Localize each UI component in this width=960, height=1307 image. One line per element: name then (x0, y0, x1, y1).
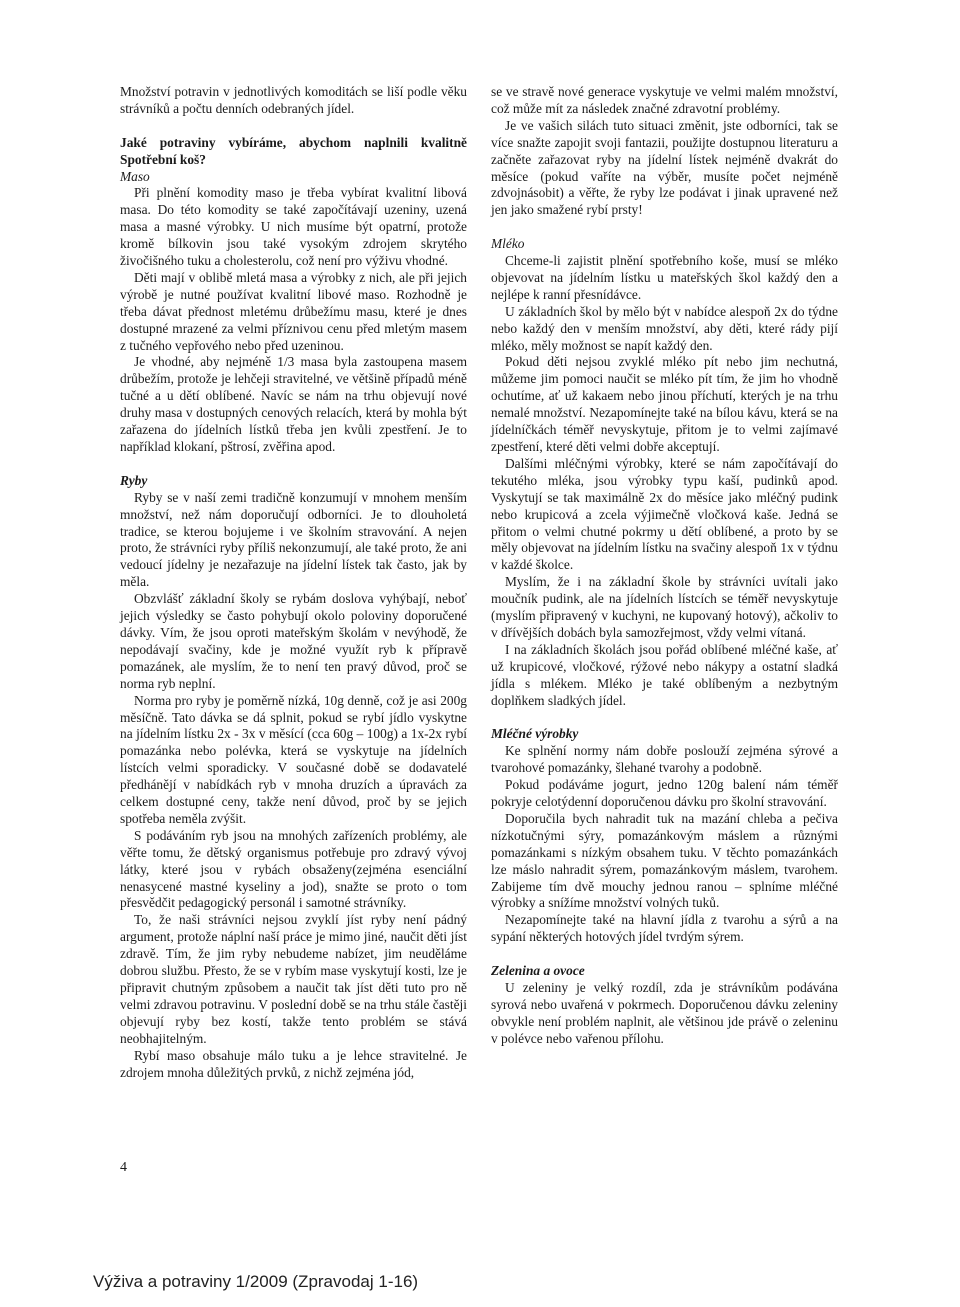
paragraph: Pokud podáváme jogurt, jedno 120g balení nám téměř pokryje celotýdenní doporučenou dávku pro školní stravování. (491, 777, 838, 810)
paragraph-gap (120, 118, 467, 135)
paragraph: Norma pro ryby je poměrně nízká, 10g denně, což je asi 200g měsíčně. Tato dávka se dá splnit, pokud se rybí jídlo vyskytne na jídelním lístku 2x - 3x v měsící (cca 60g – 100g) a 1x-2x rybí pomazánka nebo polévka, která se vyskytuje na jídelních lístcích velmi sporadicky. V současné době se dodavatelé předhánějí v nabídkách ryb v mnoha druzích a úpravách za celkem dostupné ceny, takže není důvod, proč by se jejich spotřeba neměla zvýšit. (120, 692, 467, 826)
paragraph: I na základních školách jsou pořád oblíbené mléčné kaše, ať už krupicové, vločkové, rýžové nebo nákypy a ostatní sladká jídla s mlékem. Mléko je také oblíbeným a nezbytným doplňkem sladkých jídel. (491, 641, 838, 708)
paragraph: Obzvlášť základní školy se rybám doslova vyhýbají, neboť jejich výsledky se často pohybují okolo poloviny doporučené dávky. Vím, že jsou oproti mateřským školám v nevýhodě, že nepodávají svačiny, kde je možné využít ryb k přípravě pomazánek, ale myslím, že to není ten pravý důvod, proč se norma ryb neplní. (120, 591, 467, 691)
paragraph: Doporučila bych nahradit tuk na mazání chleba a pečiva nízkotučnými sýry, pomazánkovým máslem a různými pomazánkami s nízkým obsahem tuku. V těchto pomazánkách lze máslo nahradit sýrem, pomazánkovým máslem, tvarohem. Zabijeme tím dvě mouchy jednou ranou – splníme mléčné výrobky a snížíme množství volných tuků. (491, 810, 838, 911)
paragraph: Ke splnění normy nám dobře poslouží zejména sýrové a tvarohové pomazánky, šlehané tvarohy a podobně. (491, 743, 838, 776)
page-number: 4 (120, 1160, 127, 1175)
paragraph: U základních škol by mělo být v nabídce alespoň 2x do týdne nebo každý den v menším množství, aby děti, které rády pijí mléko, měly možnost se napít každý den. (491, 303, 838, 353)
paragraph: Je vhodné, aby nejméně 1/3 masa byla zastoupena masem drůbežím, protože je lehčeji stravitelné, ve většině případů méně tučné a u dětí oblíbené. Navíc se nám na trhu objevují nové druhy masa v dostupných cenových relacích, která by mohla být zařazena do jídelních lístků třeba jen kvůli zpestření. Je to například klokaní, pštrosí, zvěřina apod. (120, 354, 467, 455)
right-column (491, 84, 838, 1048)
paragraph: Při plnění komodity maso je třeba vybírat kvalitní libová masa. Do této komodity se také započítávají uzeniny, uzená masa a masné výrobky. U nich musíme být opatrní, protože kromě bílkovin jsou také vysokým zdrojem skrytého živočišného tuku a cholesterolu, což není pro výživu vhodné. (120, 185, 467, 269)
paragraph: Děti mají v oblibě mletá masa a výrobky z nich, ale při jejich výrobě je nutné používat kvalitní libové maso. Rozhodně je třeba dávat přednost mletému drůbežímu masu, které je dnes dostupné mrazené za velmi příznivou cenu před mletým masem z tučného vepřového nebo před uzeninou. (120, 269, 467, 353)
footer-journal-title: Výživa a potraviny 1/2009 (Zpravodaj 1-16) (93, 1272, 419, 1291)
paragraph: Nezapomínejte také na hlavní jídla z tvarohu a sýrů a na sypání některých hotových jídel tvrdým sýrem. (491, 912, 838, 945)
subsection-heading: Zelenina a ovoce (491, 963, 585, 979)
paragraph: Ryby se v naší zemi tradičně konzumují v mnohem menším množství, než nám doporučují odborníci. Je to dlouholetá tradice, se kterou bojujeme i ve školním stravování. A nejen proto, že strávníci ryby příliš nekonzumují, ale také proto, že ani vedoucí jídelny je nezařazuje na jídelní lístek tak často, jak by měla. (120, 489, 467, 590)
paragraph-gap (120, 456, 467, 473)
paragraph: Pokud děti nejsou zvyklé mléko pít nebo jim nechutná, můžeme jim pomoci naučit se mléko pít tím, že jim ho vhodně ochutíme, ať už kakaem nebo jinou příchutí, kterých je na trhu nemalé množství. Nezapomínejte také na bílou kávu, která se na jídelníčkách téměř nevyskytuje, přitom je to velmi zajímavé zpestření, které děti velmi dobře akceptují. (491, 354, 838, 455)
paragraph: Množství potravin v jednotlivých komoditách se liší podle věku strávníků a počtu denních odebraných jídel. (120, 84, 467, 116)
left-column (120, 84, 467, 1081)
paragraph: se ve stravě nové generace vyskytuje ve velmi malém množství, což může mít za následek značné zdravotní problémy. (491, 84, 838, 116)
paragraph: Myslím, že i na základní škole by strávníci uvítali jako moučník pudink, ale na jídelních lístcích se téměř nevyskytuje (myslím připravený v kuchyni, ne kupovaný hotový), ačkoliv to v dřívějších dobách byla samozřejmost, vždy velmi vítaná. (491, 574, 838, 640)
paragraph: Dalšími mléčnými výrobky, které se nám započítávají do tekutého mléka, jsou výrobky typu kaší, pudinků apod. Vyskytují se tak maximálně 2x do měsíce jako mléčný pudink nebo krupicová a zcela výjimečně vločková kaše. Jedná se přitom o velmi chutné pokrmy u dětí oblíbené, a proto by se měly objevovat na jídelním lístku na svačiny alespoň 1x v týdnu v každé školce. (491, 455, 838, 573)
paragraph: To, že naši strávníci nejsou zvyklí jíst ryby není pádný argument, protože náplní naší práce je mimo jiné, naučit děti jíst zdravě. Tím, že jim ryby nebudeme nabízet, jim neuděláme dobrou službu. Přesto, že se v rybím mase vyskytují kosti, lze je připravit chutným způsobem a naučit tak jíst děti tuto pro ně velmi zdravou potravinu. V poslední době se na trhu stále častěji objevují ryby bez kostí, takže tento problém se stává neobhajitelným. (120, 912, 467, 1046)
paragraph: U zeleniny je velký rozdíl, zda je strávníkům podávána syrová nebo uvařená v pokrmech. Doporučenou dávku zeleniny obvykle není problém naplnit, ale většinou jde právě o zeleninu v polévce nebo vařenou přílohu. (491, 979, 838, 1046)
subsection-heading: Ryby (120, 472, 148, 488)
paragraph: S podáváním ryb jsou na mnohých zařízeních problémy, ale věřte tomu, že dětský organismus potřebuje pro zdravý vývoj látky, které jsou v rybách obsaženy(zejména esenciální nenasycené mastné kyseliny a jod), snažte se proto o tom přesvědčit pedagogický personál i samotné strávníky. (120, 827, 467, 911)
paragraph: Je ve vašich silách tuto situaci změnit, jste odborníci, tak se více snažte zapojit svoji fantazii, použijte dostupnou literaturu a začněte zařazovat ryby na jídelní lístek nejméně dvakrát do měsíce (pokud vaříte na výběr, musíte počet nejméně zdvojnásobit) a věřte, že ryby lze podávat i jinak upravené než jen jako smažené rybí prsty! (491, 117, 838, 218)
paragraph: Chceme-li zajistit plnění spotřebního koše, musí se mléko objevovat na jídelním lístku u mateřských škol každý den a nejlépe k ranní přesnídávce. (491, 253, 838, 302)
subsection-heading: Mléčné výrobky (491, 726, 579, 742)
section-heading: Jaké potraviny vybíráme, abychom naplnili kvalitně Spotřební koš? (120, 134, 467, 167)
subsection-heading: Maso (120, 168, 150, 184)
paragraph-gap (491, 946, 838, 963)
subsection-heading: Mléko (491, 236, 525, 252)
paragraph-gap (491, 710, 838, 727)
paragraph: Rybí maso obsahuje málo tuku a je lehce stravitelné. Je zdrojem mnoha důležitých prvků, z nichž zejména jód, (120, 1047, 467, 1080)
paragraph-gap (491, 219, 838, 236)
